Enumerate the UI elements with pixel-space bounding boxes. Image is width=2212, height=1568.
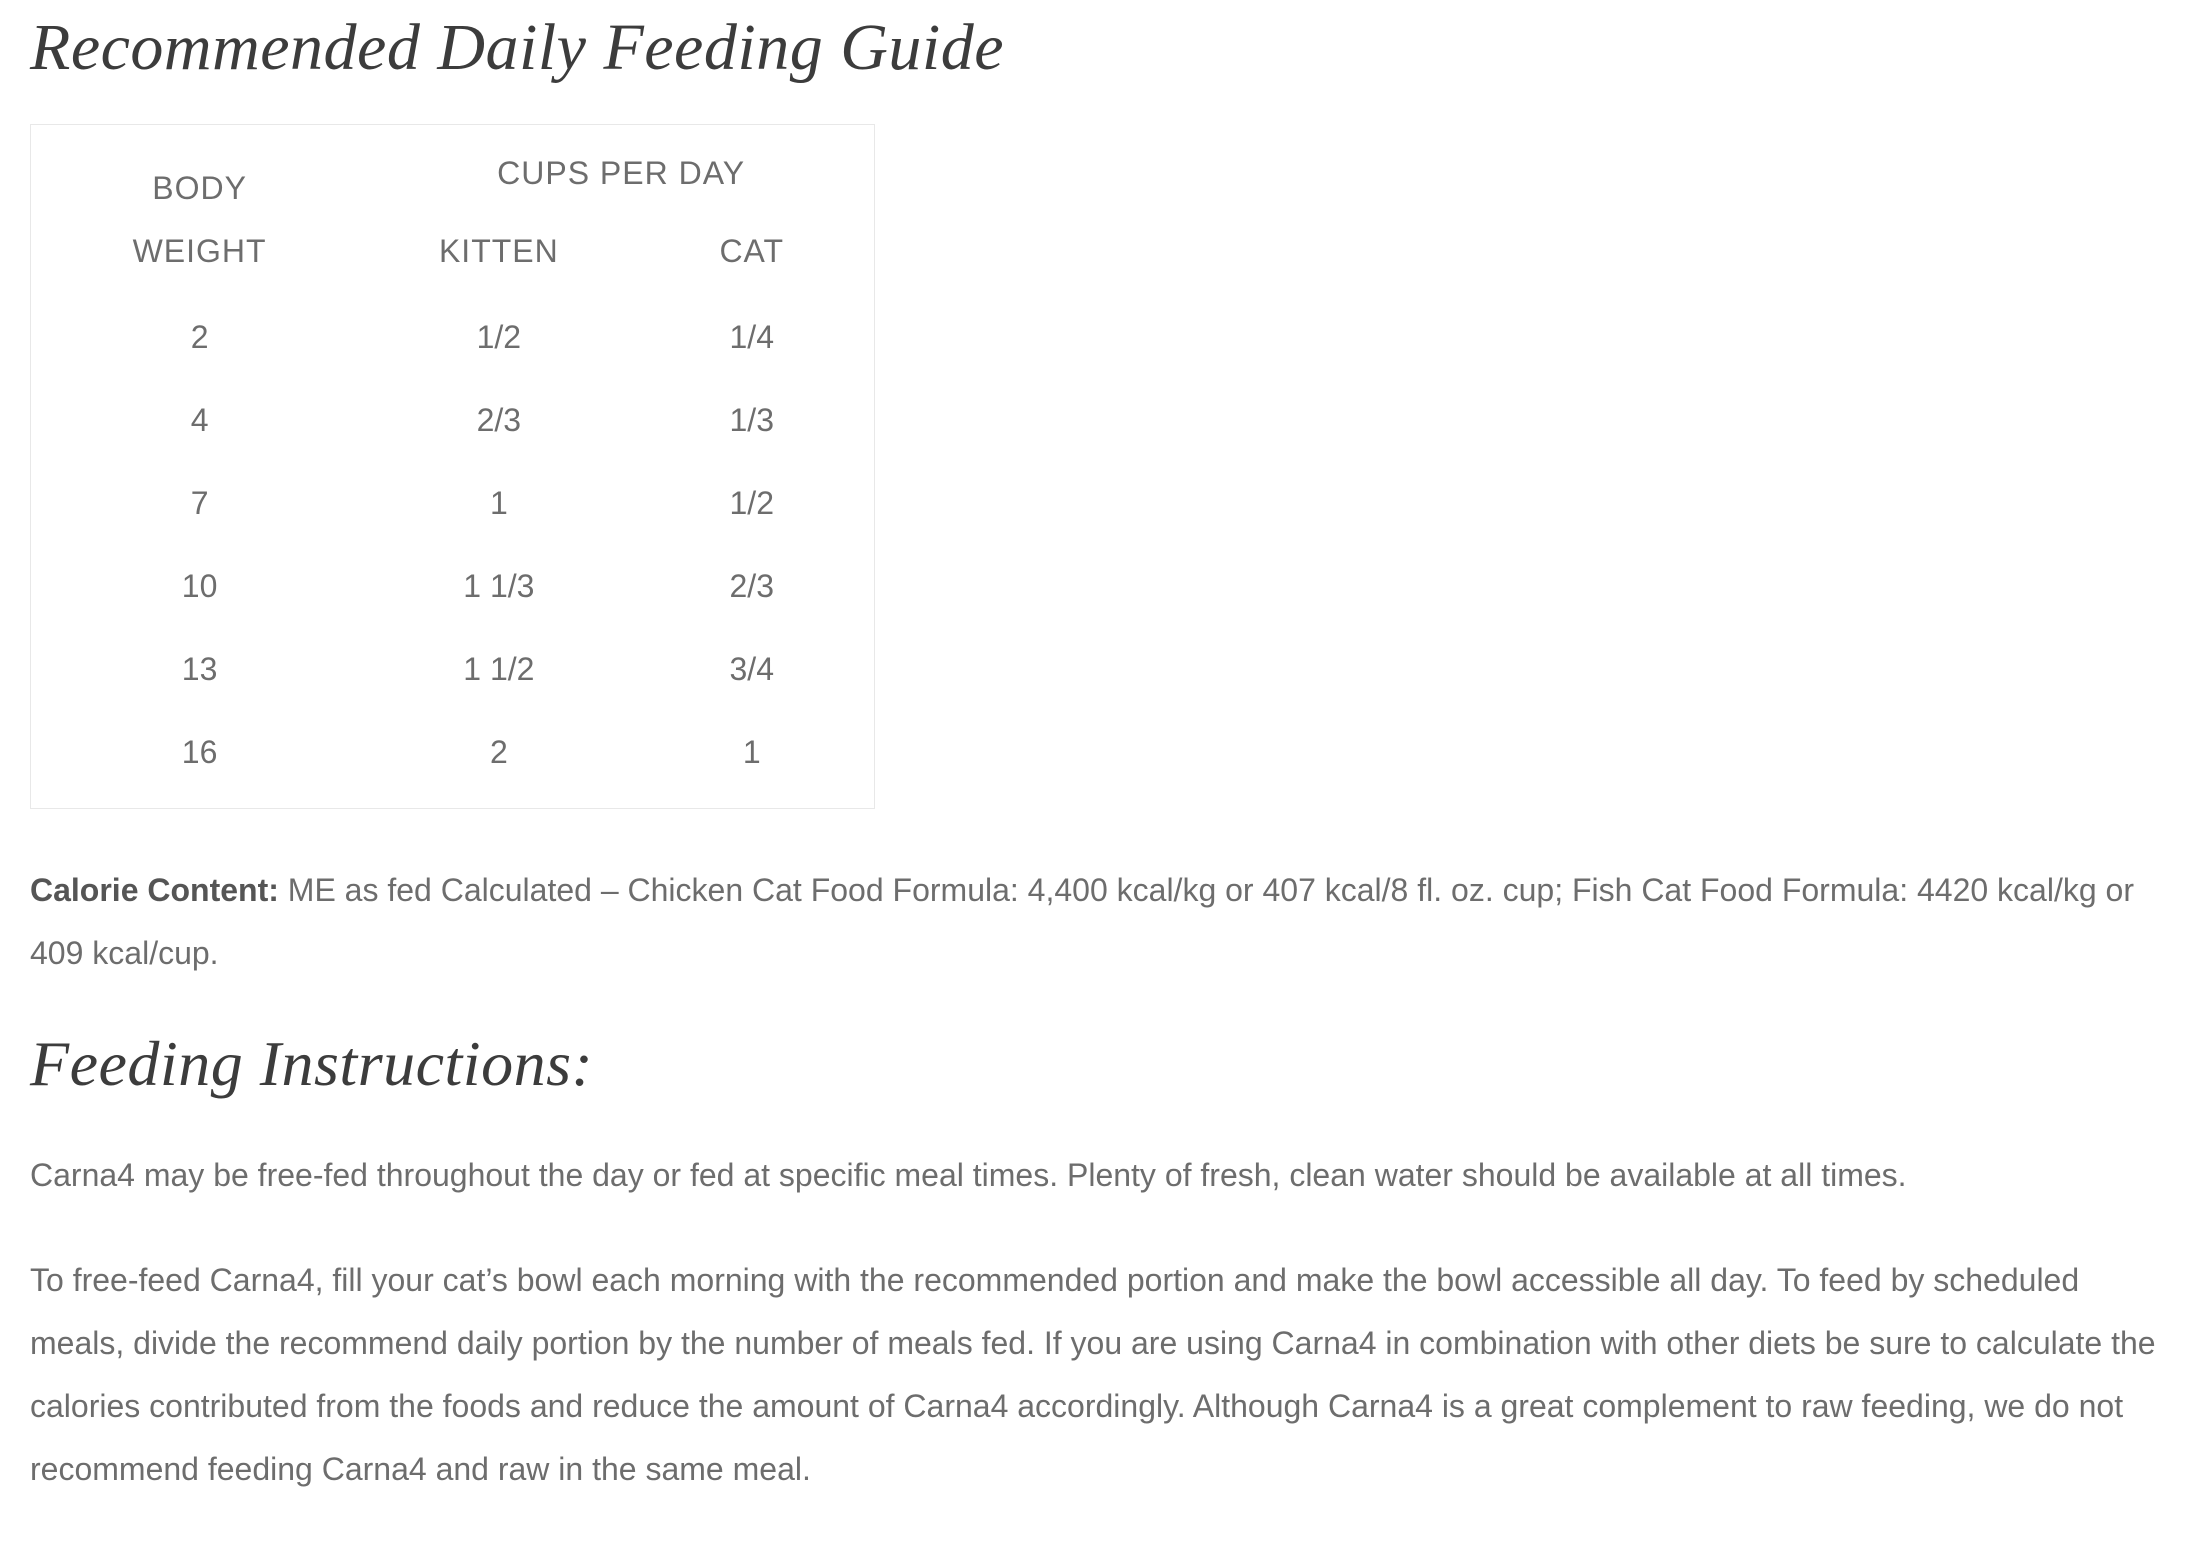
kitten-cups-value: 1 1/2 [463,650,535,687]
body-weight-value: 10 [181,567,218,604]
cat-cups-value: 1/2 [729,484,774,521]
body-weight-header-line2: WEIGHT [132,232,267,269]
feeding-instructions-heading: Feeding Instructions: [30,1027,594,1099]
table-row [31,711,874,794]
body-weight-value: 2 [190,318,209,355]
table-row [31,545,874,628]
table-row [31,462,874,545]
page-title: Recommended Daily Feeding Guide [30,11,1004,84]
table-body [31,270,874,808]
body-weight-header-line1: BODY [152,169,247,206]
feeding-guide-table [30,124,875,809]
cat-cups-value: 2/3 [729,567,774,604]
kitten-cups-value: 1 [489,484,508,521]
kitten-cups-value: 1 1/3 [463,567,535,604]
kitten-cups-value: 1/2 [476,318,522,355]
table-header-row-top [31,125,874,207]
cat-column-header: CAT [719,232,785,269]
cat-cups-value: 1 [742,733,761,770]
body-weight-value: 4 [190,401,209,438]
feeding-instructions-paragraph-1: Carna4 may be free-fed throughout the day or fed at specific meal times. Plenty of fresh, clean water should be available at all times. [30,1157,1907,1194]
cat-cups-value: 1/4 [729,318,774,355]
body-weight-value: 13 [181,650,218,687]
cat-cups-value: 3/4 [729,650,774,687]
body-weight-value: 7 [190,484,209,521]
calorie-content-label: Calorie Content: [30,871,279,908]
body-weight-value: 16 [181,733,218,770]
calorie-content-text: ME as fed Calculated – Chicken Cat Food Formula: 4,400 kcal/kg or 407 kcal/8 fl. oz. cup; Fish Cat Food Formula: 4420 kcal/kg or 409 kcal/cup. [30,871,2134,971]
feeding-instructions-paragraph-2: To free-feed Carna4, fill your cat’s bowl each morning with the recommended portion and make the bowl accessible all day. To feed by scheduled meals, divide the recommend daily portion by the number of meals fed. If you are using Carna4 in combination with other diets be sure to calculate the calories contributed from the foods and reduce the amount of Carna4 accordingly. Although Carna4 is a great complement to raw feeding, we do not recommend feeding Carna4 and raw in the same meal. [30,1262,2156,1488]
cups-per-day-header: CUPS PER DAY [497,154,746,191]
table-header-row-sub [31,233,874,270]
cat-cups-value: 1/3 [729,401,774,438]
table-row [31,296,874,379]
calorie-content-paragraph [30,859,2160,985]
kitten-column-header: KITTEN [438,232,559,269]
table-row [31,628,874,711]
table-row [31,379,874,462]
kitten-cups-value: 2/3 [476,401,522,438]
kitten-cups-value: 2 [489,733,508,770]
